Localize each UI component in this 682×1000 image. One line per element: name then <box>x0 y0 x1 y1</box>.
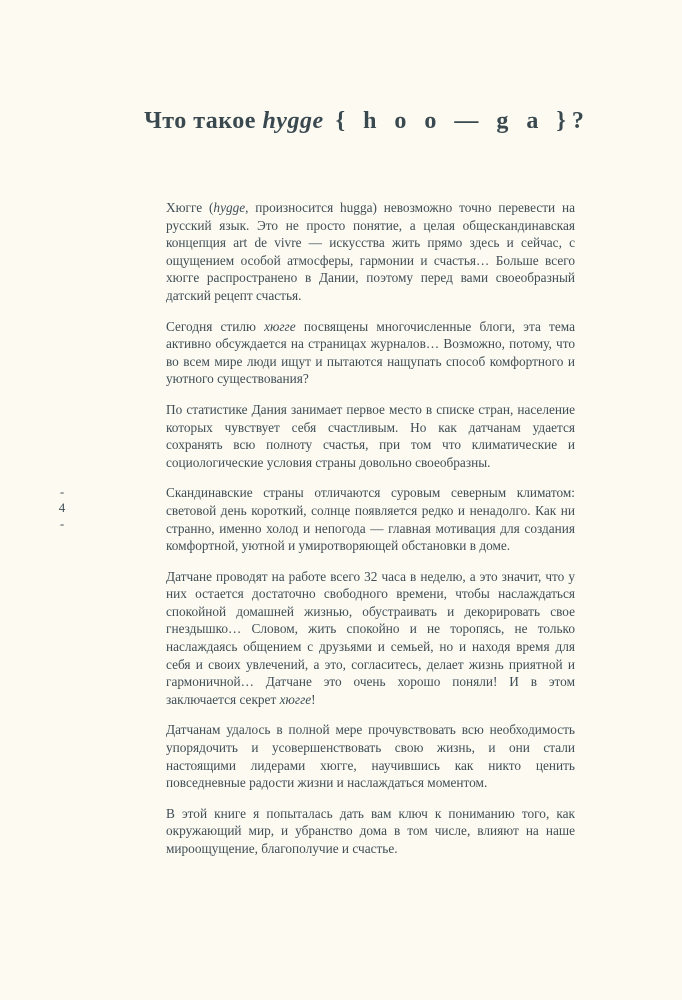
body-paragraph <box>166 484 575 554</box>
page-number: 4 <box>58 500 66 515</box>
page-number-block <box>52 484 72 532</box>
text-run: В этой книге я попыталась дать вам ключ к пониманию того, как окружающий мир, и убранство дома в том числе, влияют на наше мироощущение, благополучие и счастье. <box>166 805 575 856</box>
text-run: По статистике Дания занимает первое место в списке стран, население которых чувствует себя счастливым. Но как датчанам удается сохранять всю полноту счастья, при том что климатические и социологические условия страны довольно своеобразны. <box>166 401 575 470</box>
italic-term: хюгге <box>279 691 312 707</box>
text-run: , произносится hugga) невозможно точно перевести на русский язык. Это не просто понятие, а целая общескандинавская концепция art de vivre — искусства жить прямо здесь и сейчас, с ощущением особой атмосферы, гармонии и счастья… Больше всего хюгге распространено в Дании, поэтому перед вами своеобразный датский рецепт счастья. <box>166 200 575 303</box>
text-run: Хюгге ( <box>166 200 214 215</box>
page-number-dash-bottom: - <box>59 516 65 531</box>
text-run: Скандинавские страны отличаются суровым северным климатом: световой день короткий, солнце появляется редко и ненадолго. Как ни странно, именно холод и непогода — главная мотивация для создания комфортной, уютной и умиротворяющей обстановки в доме. <box>166 485 575 554</box>
body-paragraph <box>166 318 575 388</box>
title-pronunciation: { h o o — g a }? <box>323 108 590 134</box>
page-number-dash-top: - <box>59 484 65 499</box>
body-paragraph <box>166 721 575 791</box>
body-paragraph <box>166 199 575 305</box>
body-paragraph <box>166 805 575 858</box>
body-text <box>166 199 575 871</box>
text-run: Датчанам удалось в полной мере прочувствовать всю необходимость упорядочить и усовершенствовать свою жизнь, и они стали настоящими лидерами хюгге, научившись как никто ценить повседневные радости жизни и наслаждаться моментом. <box>166 722 575 791</box>
italic-term: hygge <box>213 200 246 215</box>
text-run: посвящены многочисленные блоги, эта тема активно обсуждается на страницах журналов… Возможно, потому, что во всем мире люди ищут и пытаются нащупать способ комфортного и уютного существования? <box>166 318 575 387</box>
text-run: ! <box>311 691 316 707</box>
title-word: hygge <box>262 108 324 134</box>
italic-term: хюгге <box>264 318 296 334</box>
text-run: Датчане проводят на работе всего 32 часа в неделю, а это значит, что у них остается достаточно свободного времени, чтобы наслаждаться спокойной домашней жизнью, обустраивать и декорировать свое гнездышко… Словом, жить спокойно и не торопясь, не только наслаждаясь общением с друзьями и семьей, но и находя время для себя и своих увлечений, а это, согласитесь, делает жизнь приятной и гармоничной… Датчане это очень хорошо поняли! И в этом заключается секрет <box>166 568 575 707</box>
body-paragraph <box>166 401 575 471</box>
page-title <box>0 108 682 135</box>
title-prefix: Что такое <box>144 108 263 134</box>
text-run: Сегодня стилю <box>166 318 265 334</box>
body-paragraph <box>166 568 575 709</box>
